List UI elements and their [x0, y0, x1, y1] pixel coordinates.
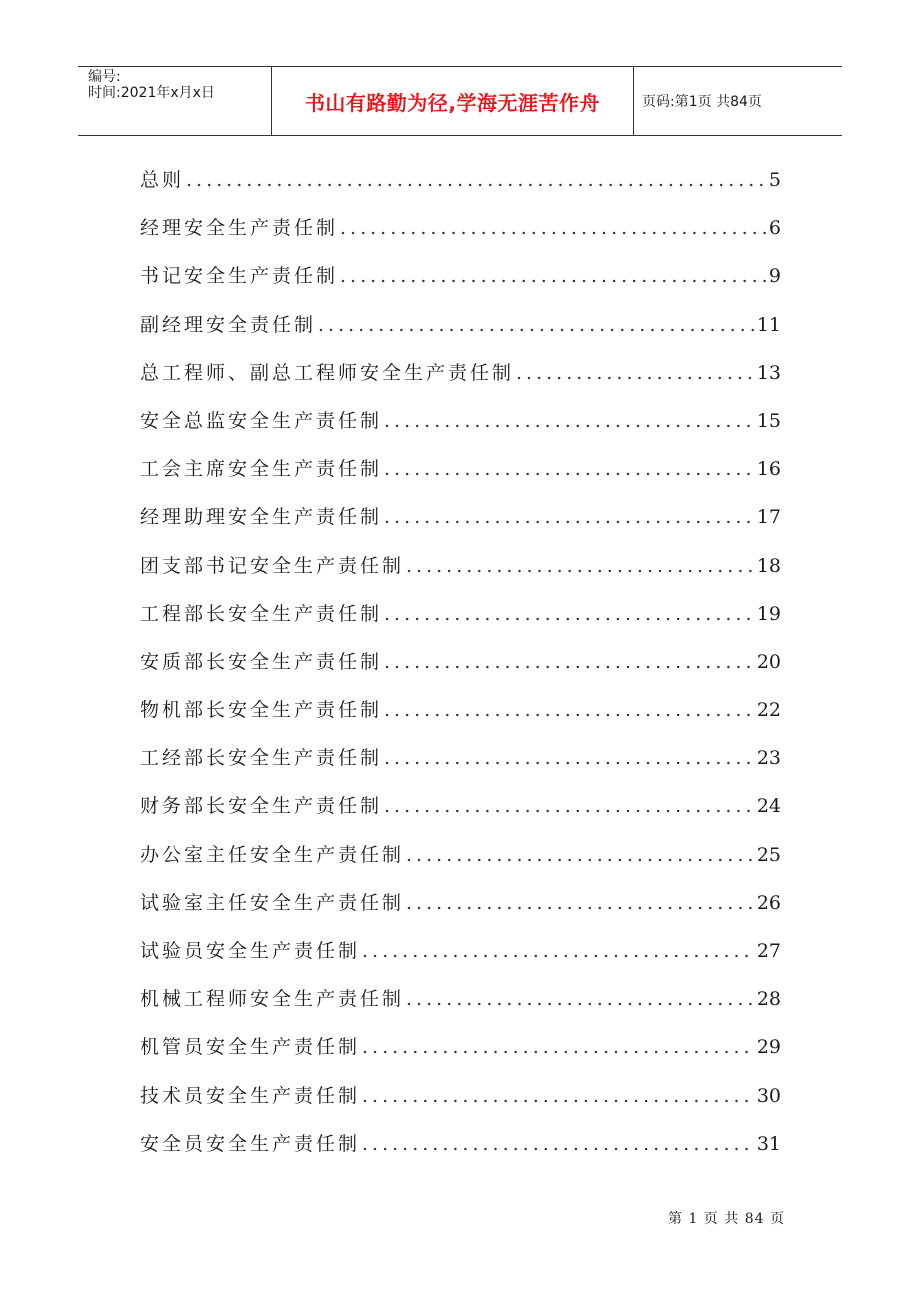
toc-entry-title: 物机部长安全生产责任制 [140, 699, 383, 722]
toc-entry-page: 28 [756, 988, 781, 1011]
toc-leader-dots [384, 743, 755, 773]
toc-entry[interactable] [140, 454, 781, 502]
toc-entry[interactable] [140, 647, 781, 695]
toc-entry-title: 工经部长安全生产责任制 [140, 747, 383, 770]
toc-entry-title: 副经理安全责任制 [140, 313, 317, 336]
toc-leader-dots [340, 213, 767, 243]
toc-entry[interactable] [140, 984, 781, 1032]
toc-entry-title: 机管员安全生产责任制 [140, 1036, 361, 1059]
toc-entry[interactable] [140, 358, 781, 406]
toc-entry-page: 30 [756, 1084, 781, 1107]
toc-entry[interactable] [140, 261, 781, 309]
toc-entry-page: 18 [756, 554, 781, 577]
toc-entry-page: 23 [756, 747, 781, 770]
toc-entry-title: 书记安全生产责任制 [140, 265, 339, 288]
toc-entry-page: 11 [756, 313, 781, 336]
toc-entry[interactable] [140, 213, 781, 261]
header-motto: 书山有路勤为径,学海无涯苦作舟 [272, 67, 634, 135]
toc-entry-title: 机械工程师安全生产责任制 [140, 988, 405, 1011]
toc-leader-dots [318, 310, 755, 340]
toc-entry[interactable] [140, 551, 781, 599]
toc-entry-page: 26 [756, 891, 781, 914]
toc-entry[interactable] [140, 791, 781, 839]
toc-entry[interactable] [140, 502, 781, 550]
toc-entry-title: 财务部长安全生产责任制 [140, 795, 383, 818]
toc-entry-page: 16 [756, 458, 781, 481]
toc-entry-title: 技术员安全生产责任制 [140, 1084, 361, 1107]
toc-leader-dots [384, 695, 755, 725]
toc-entry-page: 31 [756, 1132, 781, 1155]
toc-entry-title: 试验室主任安全生产责任制 [140, 891, 405, 914]
toc-leader-dots [362, 1081, 755, 1111]
toc-entry-page: 17 [756, 506, 781, 529]
toc-leader-dots [384, 791, 755, 821]
toc-entry[interactable] [140, 936, 781, 984]
toc-entry-page: 5 [768, 169, 781, 191]
toc-entry[interactable] [140, 165, 781, 213]
toc-entry-title: 经理安全生产责任制 [140, 217, 339, 240]
toc-entry-page: 6 [768, 217, 781, 240]
toc-leader-dots [384, 406, 755, 436]
table-of-contents [140, 165, 781, 1177]
header-meta [78, 67, 272, 135]
toc-entry-title: 总则 [140, 169, 185, 191]
toc-leader-dots [406, 840, 755, 870]
toc-entry[interactable] [140, 840, 781, 888]
toc-entry-title: 安质部长安全生产责任制 [140, 650, 383, 673]
toc-leader-dots [406, 888, 755, 918]
toc-entry[interactable] [140, 888, 781, 936]
toc-entry-title: 团支部书记安全生产责任制 [140, 554, 405, 577]
toc-leader-dots [384, 599, 755, 629]
toc-entry-title: 安全员安全生产责任制 [140, 1132, 361, 1155]
toc-entry-page: 25 [756, 843, 781, 866]
toc-leader-dots [362, 1129, 755, 1159]
toc-leader-dots [384, 454, 755, 484]
toc-leader-dots [186, 165, 767, 195]
toc-entry-page: 24 [756, 795, 781, 818]
toc-leader-dots [406, 551, 755, 581]
toc-entry-title: 工程部长安全生产责任制 [140, 602, 383, 625]
toc-entry-page: 29 [756, 1036, 781, 1059]
toc-entry[interactable] [140, 695, 781, 743]
toc-entry-page: 13 [756, 361, 781, 384]
toc-entry-page: 9 [768, 265, 781, 288]
footer-page-number: 第 1 页 共 84 页 [668, 1211, 785, 1227]
toc-leader-dots [362, 1032, 755, 1062]
toc-leader-dots [384, 502, 755, 532]
toc-entry-title: 安全总监安全生产责任制 [140, 409, 383, 432]
toc-entry[interactable] [140, 1032, 781, 1080]
toc-entry-page: 27 [756, 940, 781, 962]
toc-entry-title: 办公室主任安全生产责任制 [140, 843, 405, 866]
toc-leader-dots [384, 647, 755, 677]
toc-entry-title: 试验员安全生产责任制 [140, 940, 361, 962]
page-header [78, 66, 842, 136]
toc-entry-page: 15 [756, 409, 781, 432]
toc-entry-page: 19 [756, 602, 781, 625]
toc-entry[interactable] [140, 599, 781, 647]
toc-entry-page: 20 [756, 650, 781, 673]
toc-entry-title: 经理助理安全生产责任制 [140, 506, 383, 529]
toc-entry-page: 22 [756, 699, 781, 722]
toc-leader-dots [516, 358, 755, 388]
toc-entry-title: 工会主席安全生产责任制 [140, 458, 383, 481]
toc-entry[interactable] [140, 310, 781, 358]
toc-leader-dots [406, 984, 755, 1014]
toc-leader-dots [340, 261, 767, 291]
toc-entry[interactable] [140, 1129, 781, 1177]
toc-leader-dots [362, 936, 755, 966]
document-time-label: 时间:2021年x月x日 [88, 85, 215, 101]
toc-entry[interactable] [140, 743, 781, 791]
toc-entry[interactable] [140, 406, 781, 454]
document-number-label: 编号: [88, 69, 121, 85]
header-page-label: 页码:第1页 共84页 [642, 94, 762, 110]
toc-entry-title: 总工程师、副总工程师安全生产责任制 [140, 361, 515, 384]
toc-entry[interactable] [140, 1081, 781, 1129]
